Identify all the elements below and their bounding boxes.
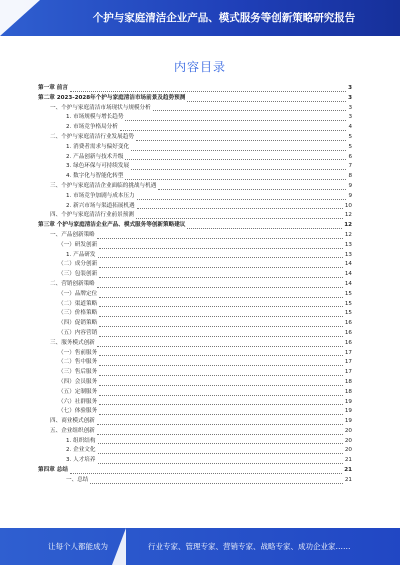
toc-entry-label: （三）售后服务 xyxy=(58,369,98,376)
toc-dot-leader xyxy=(99,403,343,405)
toc-entry[interactable] xyxy=(38,202,352,212)
toc-entry-page: 14 xyxy=(344,271,352,278)
toc-entry-page: 17 xyxy=(344,359,352,366)
toc-entry-label: 2. 市场竞争格局分析 xyxy=(66,124,118,131)
toc-dot-leader xyxy=(136,139,347,141)
toc-entry-label: 3. 人才培养 xyxy=(66,457,96,464)
toc-dot-leader xyxy=(97,237,343,239)
toc-entry-label: （四）会员服务 xyxy=(58,378,98,385)
page-header-banner xyxy=(0,0,400,36)
header-corner-decoration xyxy=(0,0,40,36)
toc-entry[interactable] xyxy=(38,133,352,143)
toc-entry-label: 第四章 总结 xyxy=(38,467,68,474)
toc-entry[interactable] xyxy=(38,162,352,172)
toc-entry-page: 19 xyxy=(344,408,352,415)
toc-entry-label: 二、个护与家庭清洁行业发展趋势 xyxy=(50,133,134,140)
toc-entry[interactable] xyxy=(38,339,352,349)
toc-entry[interactable] xyxy=(38,231,352,241)
toc-entry-label: （五）内容营销 xyxy=(58,329,98,336)
toc-entry[interactable] xyxy=(38,437,352,447)
toc-entry-page: 21 xyxy=(344,476,352,483)
toc-entry[interactable] xyxy=(38,84,352,94)
toc-entry-label: 第一章 前言 xyxy=(38,85,68,91)
toc-entry-page: 19 xyxy=(344,418,352,425)
toc-entry-label: 五、企业组织创新 xyxy=(50,427,95,434)
toc-entry-page: 5 xyxy=(348,143,352,150)
toc-entry-label: 一、个护与家庭清洁市场现状与规模分析 xyxy=(50,104,151,111)
toc-entry-label: 1. 组织结构 xyxy=(66,437,96,444)
toc-entry-label: 1. 消费者需求与偏好变化 xyxy=(66,143,130,150)
toc-entry-page: 3 xyxy=(348,94,352,101)
toc-entry-page: 3 xyxy=(348,85,352,91)
toc-entry-page: 5 xyxy=(348,133,352,140)
toc-entry[interactable] xyxy=(38,446,352,456)
toc-entry[interactable] xyxy=(38,123,352,133)
toc-dot-leader xyxy=(99,305,343,307)
toc-dot-leader xyxy=(131,168,346,170)
toc-entry-page: 16 xyxy=(344,329,352,336)
toc-entry-label: （一）售前服务 xyxy=(58,349,98,356)
toc-entry-page: 17 xyxy=(344,369,352,376)
toc-dot-leader xyxy=(99,354,343,356)
toc-dot-leader xyxy=(98,462,343,464)
toc-entry-label: （二）渠道策略 xyxy=(58,300,98,307)
toc-dot-leader xyxy=(99,335,343,337)
report-title: 个护与家庭清洁企业产品、模式服务等创新策略研究报告 xyxy=(92,12,356,24)
toc-entry-label: （三）价格策略 xyxy=(58,310,98,317)
toc-entry-label: （五）定制服务 xyxy=(58,388,98,395)
toc-dot-leader xyxy=(97,433,343,435)
toc-entry[interactable] xyxy=(38,221,352,231)
toc-entry[interactable] xyxy=(38,358,352,368)
toc-dot-leader xyxy=(97,345,343,347)
toc-entry[interactable] xyxy=(38,319,352,329)
toc-entry-page: 18 xyxy=(344,378,352,385)
toc-dot-leader xyxy=(98,256,343,258)
toc-entry-page: 15 xyxy=(344,300,352,307)
toc-dot-leader xyxy=(97,423,343,425)
toc-dot-leader xyxy=(125,178,346,180)
toc-entry-label: 2. 企业文化 xyxy=(66,447,96,454)
toc-entry-page: 9 xyxy=(348,192,352,199)
toc-entry-label: 二、营销创新策略 xyxy=(50,280,95,287)
toc-dot-leader xyxy=(136,217,343,219)
toc-dot-leader xyxy=(99,325,343,327)
toc-dot-leader xyxy=(158,188,346,190)
toc-dot-leader xyxy=(131,149,346,151)
toc-entry-page: 10 xyxy=(344,202,352,209)
toc-entry[interactable] xyxy=(38,329,352,339)
toc-entry[interactable] xyxy=(38,378,352,388)
toc-entry[interactable] xyxy=(38,300,352,310)
toc-dot-leader xyxy=(99,374,343,376)
toc-dot-leader xyxy=(99,364,343,366)
footer-slogan-left: 让每个人都能成为 xyxy=(48,542,108,551)
toc-entry-page: 6 xyxy=(348,153,352,160)
toc-dot-leader xyxy=(99,413,343,415)
toc-entry-label: 4. 数字化与智能化转型 xyxy=(66,173,124,180)
toc-dot-leader xyxy=(97,286,343,288)
toc-entry-page: 13 xyxy=(344,251,352,258)
toc-entry[interactable] xyxy=(38,417,352,427)
toc-entry-label: 一、产品创新策略 xyxy=(50,231,95,238)
toc-entry[interactable] xyxy=(38,211,352,221)
toc-entry-page: 20 xyxy=(344,427,352,434)
toc-entry[interactable] xyxy=(38,427,352,437)
toc-dot-leader xyxy=(70,472,342,474)
toc-entry[interactable] xyxy=(38,251,352,261)
toc-entry-label: （七）体验服务 xyxy=(58,408,98,415)
toc-entry-page: 15 xyxy=(344,290,352,297)
toc-dot-leader xyxy=(125,158,346,160)
toc-entry[interactable] xyxy=(38,476,352,486)
toc-entry-label: （一）研发创新 xyxy=(58,241,98,248)
toc-entry-page: 20 xyxy=(344,447,352,454)
toc-entry-page: 20 xyxy=(344,437,352,444)
toc-dot-leader xyxy=(99,247,343,249)
toc-entry-page: 7 xyxy=(348,163,352,170)
toc-entry-label: （二）售中服务 xyxy=(58,359,98,366)
toc-entry-page: 16 xyxy=(344,339,352,346)
toc-dot-leader xyxy=(99,296,343,298)
toc-entry-label: 三、服务模式创新 xyxy=(50,339,95,346)
toc-dot-leader xyxy=(99,384,343,386)
toc-entry-page: 14 xyxy=(344,261,352,268)
toc-entry-label: 1. 产品研发 xyxy=(66,251,96,258)
toc-entry[interactable] xyxy=(38,182,352,192)
toc-entry[interactable] xyxy=(38,398,352,408)
toc-entry-page: 15 xyxy=(344,310,352,317)
toc-dot-leader xyxy=(137,198,347,200)
toc-entry-page: 18 xyxy=(344,388,352,395)
toc-entry-page: 8 xyxy=(348,173,352,180)
toc-entry-page: 3 xyxy=(348,114,352,121)
toc-entry-label: 3. 绿色环保与可持续发展 xyxy=(66,163,130,170)
toc-entry-label: （一）品牌定位 xyxy=(58,290,98,297)
toc-entry-label: 三、个护与家庭清洁企业面临的挑战与机遇 xyxy=(50,182,157,189)
toc-entry-label: 1. 市场竞争加剧与成本压力 xyxy=(66,192,135,199)
toc-entry-page: 21 xyxy=(344,467,352,474)
toc-dot-leader xyxy=(98,452,343,454)
toc-dot-leader xyxy=(99,394,343,396)
toc-entry[interactable] xyxy=(38,113,352,123)
toc-dot-leader xyxy=(70,90,346,92)
toc-entry-label: 1. 市场规模与增长趋势 xyxy=(66,114,124,121)
toc-entry-page: 19 xyxy=(344,398,352,405)
toc-entry-label: 第二章 2023-2028年个护与家庭清洁市场前景及趋势预测 xyxy=(38,94,186,101)
toc-entry[interactable] xyxy=(38,407,352,417)
toc-entry-page: 3 xyxy=(348,104,352,111)
toc-entry-label: 2. 产品创新与技术升级 xyxy=(66,153,124,160)
toc-entry[interactable] xyxy=(38,241,352,251)
toc-dot-leader xyxy=(90,482,342,484)
toc-entry[interactable] xyxy=(38,94,352,104)
toc-entry-label: （三）包装创新 xyxy=(58,271,98,278)
toc-entry-label: 2. 新兴市场与渠道拓展机遇 xyxy=(66,202,135,209)
toc-entry-page: 4 xyxy=(348,124,352,131)
table-of-contents xyxy=(38,84,352,486)
toc-entry-page: 14 xyxy=(344,280,352,287)
toc-entry[interactable] xyxy=(38,466,352,476)
toc-dot-leader xyxy=(98,442,343,444)
footer-slogan-right: 行业专家、管理专家、营销专家、战略专家、成功企业家…… xyxy=(148,542,351,551)
toc-dot-leader xyxy=(137,207,343,209)
toc-dot-leader xyxy=(187,227,342,229)
toc-entry[interactable] xyxy=(38,349,352,359)
toc-entry[interactable] xyxy=(38,192,352,202)
toc-dot-leader xyxy=(99,266,343,268)
toc-dot-leader xyxy=(125,119,346,121)
toc-entry-page: 12 xyxy=(344,222,352,229)
toc-entry[interactable] xyxy=(38,456,352,466)
toc-entry[interactable] xyxy=(38,388,352,398)
toc-entry-label: 四、商业模式创新 xyxy=(50,418,95,425)
toc-entry-page: 9 xyxy=(348,182,352,189)
toc-entry-page: 16 xyxy=(344,320,352,327)
toc-entry[interactable] xyxy=(38,172,352,182)
toc-entry[interactable] xyxy=(38,280,352,290)
toc-dot-leader xyxy=(187,100,346,102)
toc-entry[interactable] xyxy=(38,153,352,163)
toc-entry-label: （六）社群服务 xyxy=(58,398,98,405)
toc-entry-page: 13 xyxy=(344,241,352,248)
toc-heading: 内容目录 xyxy=(173,60,226,74)
toc-entry[interactable] xyxy=(38,270,352,280)
footer-divider-decoration xyxy=(112,528,126,565)
toc-dot-leader xyxy=(99,315,343,317)
toc-entry-page: 17 xyxy=(344,349,352,356)
toc-entry-label: （二）成分创新 xyxy=(58,261,98,268)
toc-entry-label: （四）促销策略 xyxy=(58,320,98,327)
toc-entry-page: 12 xyxy=(344,231,352,238)
toc-entry-label: 一、总结 xyxy=(66,476,89,483)
toc-entry[interactable] xyxy=(38,104,352,114)
toc-entry[interactable] xyxy=(38,309,352,319)
toc-entry[interactable] xyxy=(38,260,352,270)
toc-entry-label: 四、个护与家庭清洁行业前景预测 xyxy=(50,212,134,219)
toc-entry-page: 12 xyxy=(344,212,352,219)
toc-entry[interactable] xyxy=(38,368,352,378)
toc-dot-leader xyxy=(153,109,347,111)
toc-entry-page: 21 xyxy=(344,457,352,464)
toc-entry-label: 第三章 个护与家庭清洁企业产品、模式服务等创新策略建议 xyxy=(38,222,186,229)
toc-entry[interactable] xyxy=(38,290,352,300)
toc-dot-leader xyxy=(120,129,347,131)
toc-entry[interactable] xyxy=(38,143,352,153)
toc-dot-leader xyxy=(99,276,343,278)
